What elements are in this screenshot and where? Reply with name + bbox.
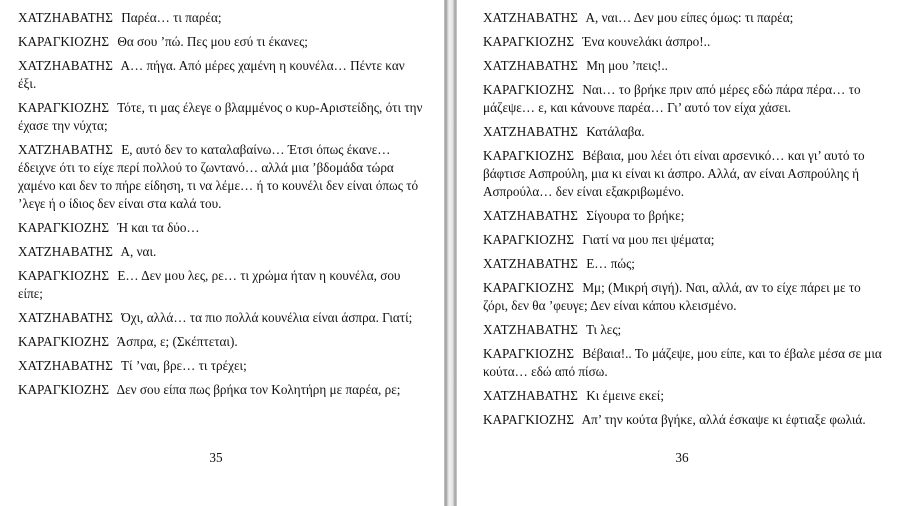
right-page-text (483, 9, 885, 435)
dialogue-text: Τί ’ναι, βρε… τι τρέχει; (120, 358, 247, 373)
speaker-name: ΧΑΤΖΗΑΒΑΤΗΣ (18, 58, 113, 73)
left-page-number: 35 (209, 450, 223, 465)
dialogue-paragraph (18, 309, 424, 327)
speaker-name: ΧΑΤΖΗΑΒΑΤΗΣ (18, 310, 113, 325)
speaker-name: ΚΑΡΑΓΚΙΟΖΗΣ (483, 232, 575, 247)
speaker-name: ΧΑΤΖΗΑΒΑΤΗΣ (483, 124, 578, 139)
dialogue-paragraph (18, 9, 424, 27)
dialogue-text: Μμ; (Μικρή σιγή). Ναι, αλλά, αν το είχε πάρει με το ζόρι, δεν θα ’φευγε; Δεν είναι κάπου κλεισμένο. (483, 280, 861, 313)
speaker-name: ΚΑΡΑΓΚΙΟΖΗΣ (18, 382, 110, 397)
dialogue-paragraph (483, 57, 885, 75)
dialogue-text: Τότε, τι μας έλεγε ο βλαμμένος ο κυρ-Αριστείδης, ότι την έχασε την νύχτα; (18, 100, 423, 133)
dialogue-text: Παρέα… τι παρέα; (121, 10, 222, 25)
speaker-name: ΚΑΡΑΓΚΙΟΖΗΣ (18, 268, 110, 283)
speaker-name: ΧΑΤΖΗΑΒΑΤΗΣ (483, 58, 578, 73)
speaker-name: ΧΑΤΖΗΑΒΑΤΗΣ (483, 322, 578, 337)
speaker-name: ΚΑΡΑΓΚΙΟΖΗΣ (18, 100, 110, 115)
dialogue-paragraph (18, 357, 424, 375)
dialogue-paragraph (483, 345, 885, 381)
right-page (457, 0, 901, 506)
speaker-name: ΚΑΡΑΓΚΙΟΖΗΣ (18, 334, 110, 349)
dialogue-text: Άσπρα, ε; (Σκέπτεται). (116, 334, 238, 349)
dialogue-paragraph (483, 81, 885, 117)
dialogue-paragraph (483, 9, 885, 27)
speaker-name: ΚΑΡΑΓΚΙΟΖΗΣ (483, 280, 575, 295)
dialogue-paragraph (483, 387, 885, 405)
dialogue-paragraph (18, 243, 424, 261)
dialogue-paragraph (18, 141, 424, 213)
dialogue-paragraph (18, 267, 424, 303)
speaker-name: ΧΑΤΖΗΑΒΑΤΗΣ (483, 208, 578, 223)
speaker-name: ΚΑΡΑΓΚΙΟΖΗΣ (483, 346, 575, 361)
dialogue-paragraph (483, 231, 885, 249)
dialogue-paragraph (18, 33, 424, 51)
dialogue-text: Α, ναι… Δεν μου είπες όμως: τι παρέα; (585, 10, 794, 25)
dialogue-paragraph (483, 33, 885, 51)
dialogue-text: Δεν σου είπα πως βρήκα τον Κολητήρη με παρέα, ρε; (116, 382, 401, 397)
speaker-name: ΚΑΡΑΓΚΙΟΖΗΣ (18, 34, 110, 49)
speaker-name: ΚΑΡΑΓΚΙΟΖΗΣ (483, 82, 575, 97)
dialogue-text: Ε, αυτό δεν το καταλαβαίνω… Έτσι όπως έκανε… έδειχνε ότι το είχε περί πολλού το ζωντανό… αλλά μια ’βδομάδα τώρα χαμένο και δεν το πήρε είδηση, τι να λέμε… ή το κουνέλι δεν είναι όπως τό ’λεγε ή ο ίδιος δεν είναι στα καλά του. (18, 142, 419, 211)
speaker-name: ΧΑΤΖΗΑΒΑΤΗΣ (483, 256, 578, 271)
dialogue-paragraph (18, 219, 424, 237)
left-page-text (18, 9, 424, 405)
dialogue-text: Ε… πώς; (586, 256, 635, 271)
dialogue-text: Ε… Δεν μου λες, ρε… τι χρώμα ήταν η κουνέλα, σου είπε; (18, 268, 401, 301)
speaker-name: ΚΑΡΑΓΚΙΟΖΗΣ (483, 148, 575, 163)
dialogue-text: Ή και τα δύο… (117, 220, 200, 235)
dialogue-text: Α, ναι. (120, 244, 157, 259)
dialogue-text: Κατάλαβα. (586, 124, 645, 139)
dialogue-text: Ναι… το βρήκε πριν από μέρες εδώ πάρα πέρα… το μάζεψε… ε, και κάνουνε παρέα… Γι’ αυτό τον είχα χάσει. (483, 82, 861, 115)
speaker-name: ΚΑΡΑΓΚΙΟΖΗΣ (483, 412, 575, 427)
dialogue-paragraph (18, 99, 424, 135)
dialogue-text: Κι έμεινε εκεί; (586, 388, 664, 403)
speaker-name: ΧΑΤΖΗΑΒΑΤΗΣ (18, 244, 113, 259)
left-page (0, 0, 444, 506)
dialogue-paragraph (483, 147, 885, 201)
speaker-name: ΚΑΡΑΓΚΙΟΖΗΣ (18, 220, 110, 235)
dialogue-text: Μη μου ’πεις!.. (586, 58, 668, 73)
dialogue-paragraph (483, 123, 885, 141)
dialogue-text: Όχι, αλλά… τα πιο πολλά κουνέλια είναι άσπρα. Γιατί; (121, 310, 413, 325)
dialogue-text: Βέβαια, μου λέει ότι είναι αρσενικό… και γι’ αυτό το βάφτισε Ασπρούλη, μια κι είναι κι άσπρο. Αλλά, αν είναι Ασπρούλης ή Ασπρούλα… δεν είναι εξακριβωμένο. (483, 148, 865, 199)
speaker-name: ΧΑΤΖΗΑΒΑΤΗΣ (18, 10, 113, 25)
dialogue-paragraph (483, 321, 885, 339)
dialogue-text: Γιατί να μου πει ψέματα; (582, 232, 715, 247)
dialogue-paragraph (483, 255, 885, 273)
dialogue-text: Τι λες; (585, 322, 622, 337)
speaker-name: ΧΑΤΖΗΑΒΑΤΗΣ (483, 388, 578, 403)
dialogue-paragraph (18, 381, 424, 399)
dialogue-text: Α… πήγα. Από μέρες χαμένη η κουνέλα… Πέντε καν έξι. (18, 58, 405, 91)
dialogue-text: Απ’ την κούτα βγήκε, αλλά έσκαψε κι έφτιαξε φωλιά. (581, 412, 866, 427)
right-page-number: 36 (675, 450, 689, 465)
speaker-name: ΧΑΤΖΗΑΒΑΤΗΣ (483, 10, 578, 25)
speaker-name: ΚΑΡΑΓΚΙΟΖΗΣ (483, 34, 575, 49)
dialogue-paragraph (483, 207, 885, 225)
dialogue-paragraph (18, 333, 424, 351)
dialogue-paragraph (18, 57, 424, 93)
dialogue-text: Ένα κουνελάκι άσπρο!.. (582, 34, 711, 49)
book-gutter (444, 0, 457, 506)
dialogue-paragraph (483, 279, 885, 315)
dialogue-text: Θα σου ’πώ. Πες μου εσύ τι έκανες; (117, 34, 308, 49)
speaker-name: ΧΑΤΖΗΑΒΑΤΗΣ (18, 142, 113, 157)
dialogue-text: Βέβαια!.. Το μάζεψε, μου είπε, και το έβαλε μέσα σε μια κούτα… εδώ από πίσω. (483, 346, 882, 379)
dialogue-text: Σίγουρα το βρήκε; (586, 208, 685, 223)
dialogue-paragraph (483, 411, 885, 429)
speaker-name: ΧΑΤΖΗΑΒΑΤΗΣ (18, 358, 113, 373)
